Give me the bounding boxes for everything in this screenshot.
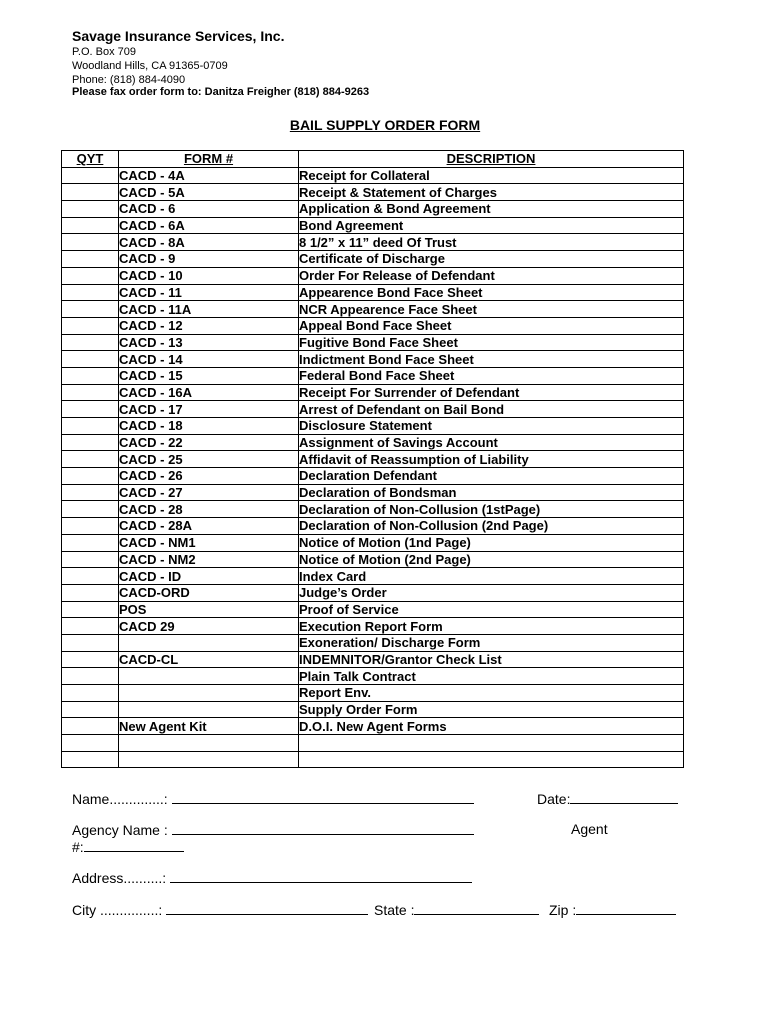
qty-cell[interactable] <box>62 718 119 735</box>
table-row <box>62 668 684 685</box>
qty-cell[interactable] <box>62 534 119 551</box>
form-number-cell <box>119 668 299 685</box>
table-row <box>62 167 684 184</box>
table-row <box>62 418 684 435</box>
name-field[interactable] <box>72 789 474 808</box>
table-row <box>62 234 684 251</box>
description-cell: Federal Bond Face Sheet <box>299 367 684 384</box>
form-number-cell: CACD - 11 <box>119 284 299 301</box>
agency-blank[interactable] <box>172 820 474 835</box>
qty-cell[interactable] <box>62 451 119 468</box>
address-label: Address..........: <box>72 870 167 886</box>
form-number-cell: CACD-CL <box>119 651 299 668</box>
address-city: Woodland Hills, CA 91365-0709 <box>72 60 228 72</box>
name-blank[interactable] <box>172 789 474 804</box>
description-cell: Supply Order Form <box>299 701 684 718</box>
form-number-cell: CACD - 27 <box>119 484 299 501</box>
form-number-cell: CACD - 9 <box>119 251 299 268</box>
table-row <box>62 267 684 284</box>
qty-cell[interactable] <box>62 301 119 318</box>
description-cell: INDEMNITOR/Grantor Check List <box>299 651 684 668</box>
form-number-cell: CACD - 18 <box>119 418 299 435</box>
table-row <box>62 334 684 351</box>
description-cell: Affidavit of Reassumption of Liability <box>299 451 684 468</box>
form-number-cell: CACD - NM1 <box>119 534 299 551</box>
qty-cell[interactable] <box>62 751 119 768</box>
description-cell <box>299 735 684 752</box>
table-row <box>62 217 684 234</box>
description-cell: Declaration of Bondsman <box>299 484 684 501</box>
table-row <box>62 501 684 518</box>
form-number-cell <box>119 701 299 718</box>
table-row <box>62 401 684 418</box>
qty-cell[interactable] <box>62 418 119 435</box>
form-number-cell: CACD - 15 <box>119 367 299 384</box>
description-cell: Receipt For Surrender of Defendant <box>299 384 684 401</box>
column-header-form: FORM # <box>119 151 299 168</box>
qty-cell[interactable] <box>62 618 119 635</box>
qty-cell[interactable] <box>62 284 119 301</box>
description-cell: Application & Bond Agreement <box>299 201 684 218</box>
qty-cell[interactable] <box>62 701 119 718</box>
agent-number-label: #: <box>72 839 84 855</box>
qty-cell[interactable] <box>62 551 119 568</box>
table-row <box>62 468 684 485</box>
form-number-cell: CACD - 14 <box>119 351 299 368</box>
table-row <box>62 634 684 651</box>
table-row <box>62 735 684 752</box>
agent-number-blank[interactable] <box>84 837 184 852</box>
qty-cell[interactable] <box>62 251 119 268</box>
date-field[interactable] <box>537 789 678 808</box>
description-cell: Notice of Motion (2nd Page) <box>299 551 684 568</box>
form-number-cell: CACD - 8A <box>119 234 299 251</box>
description-cell: Execution Report Form <box>299 618 684 635</box>
qty-cell[interactable] <box>62 484 119 501</box>
qty-cell[interactable] <box>62 351 119 368</box>
form-number-cell: CACD - NM2 <box>119 551 299 568</box>
description-cell: Order For Release of Defendant <box>299 267 684 284</box>
table-row <box>62 301 684 318</box>
table-row <box>62 534 684 551</box>
form-number-cell <box>119 751 299 768</box>
table-row <box>62 451 684 468</box>
table-row <box>62 751 684 768</box>
form-number-cell <box>119 685 299 702</box>
state-label: State : <box>374 902 415 918</box>
agent-number-field[interactable] <box>72 837 184 856</box>
form-number-cell: CACD - ID <box>119 568 299 585</box>
form-number-cell: CACD - 10 <box>119 267 299 284</box>
qty-cell[interactable] <box>62 668 119 685</box>
table-row <box>62 434 684 451</box>
form-number-cell: CACD - 12 <box>119 317 299 334</box>
qty-cell[interactable] <box>62 735 119 752</box>
table-row <box>62 251 684 268</box>
description-cell: Declaration Defendant <box>299 468 684 485</box>
qty-cell[interactable] <box>62 317 119 334</box>
column-header-description: DESCRIPTION <box>299 151 684 168</box>
table-row <box>62 184 684 201</box>
qty-cell[interactable] <box>62 384 119 401</box>
description-cell: Plain Talk Contract <box>299 668 684 685</box>
city-field[interactable] <box>72 900 368 919</box>
qty-cell[interactable] <box>62 334 119 351</box>
qty-cell[interactable] <box>62 601 119 618</box>
form-number-cell: CACD - 22 <box>119 434 299 451</box>
date-blank[interactable] <box>570 789 678 804</box>
qty-cell[interactable] <box>62 367 119 384</box>
form-number-cell: CACD - 6 <box>119 201 299 218</box>
form-number-cell <box>119 634 299 651</box>
agency-label: Agency Name : <box>72 822 168 838</box>
table-row <box>62 568 684 585</box>
form-number-cell: CACD - 17 <box>119 401 299 418</box>
city-blank[interactable] <box>166 900 368 915</box>
table-row <box>62 484 684 501</box>
description-cell: 8 1/2” x 11” deed Of Trust <box>299 234 684 251</box>
form-number-cell: CACD - 16A <box>119 384 299 401</box>
zip-label: Zip : <box>549 902 577 918</box>
zip-blank[interactable] <box>576 900 676 915</box>
form-number-cell: CACD-ORD <box>119 584 299 601</box>
qty-cell[interactable] <box>62 184 119 201</box>
qty-cell[interactable] <box>62 685 119 702</box>
qty-cell[interactable] <box>62 501 119 518</box>
table-row <box>62 201 684 218</box>
address-phone: Phone: (818) 884-4090 <box>72 74 186 86</box>
description-cell: Exoneration/ Discharge Form <box>299 634 684 651</box>
table-row <box>62 384 684 401</box>
description-cell: Fugitive Bond Face Sheet <box>299 334 684 351</box>
form-number-cell: CACD - 4A <box>119 167 299 184</box>
description-cell <box>299 751 684 768</box>
form-number-cell: CACD - 28 <box>119 501 299 518</box>
description-cell: Report Env. <box>299 685 684 702</box>
form-number-cell: CACD - 6A <box>119 217 299 234</box>
address-blank[interactable] <box>170 868 472 883</box>
address-field[interactable] <box>72 868 472 887</box>
table-header-row <box>62 151 684 168</box>
description-cell: Assignment of Savings Account <box>299 434 684 451</box>
zip-field[interactable] <box>549 900 676 919</box>
table-row <box>62 701 684 718</box>
date-label: Date: <box>537 791 571 807</box>
order-table-body <box>62 167 684 768</box>
qty-cell[interactable] <box>62 468 119 485</box>
city-label: City ...............: <box>72 902 163 918</box>
form-number-cell: CACD - 26 <box>119 468 299 485</box>
description-cell: Appearence Bond Face Sheet <box>299 284 684 301</box>
table-row <box>62 284 684 301</box>
form-number-cell <box>119 735 299 752</box>
description-cell: Appeal Bond Face Sheet <box>299 317 684 334</box>
table-row <box>62 618 684 635</box>
address-po-box: P.O. Box 709 <box>72 46 137 58</box>
description-cell: Declaration of Non-Collusion (1stPage) <box>299 501 684 518</box>
state-blank[interactable] <box>414 900 539 915</box>
qty-cell[interactable] <box>62 518 119 535</box>
qty-cell[interactable] <box>62 568 119 585</box>
description-cell: Arrest of Defendant on Bail Bond <box>299 401 684 418</box>
form-number-cell: POS <box>119 601 299 618</box>
table-row <box>62 351 684 368</box>
description-cell: Index Card <box>299 568 684 585</box>
table-row <box>62 551 684 568</box>
form-number-cell: CACD - 25 <box>119 451 299 468</box>
description-cell: D.O.I. New Agent Forms <box>299 718 684 735</box>
table-row <box>62 685 684 702</box>
table-row <box>62 518 684 535</box>
qty-cell[interactable] <box>62 267 119 284</box>
form-number-cell: CACD - 5A <box>119 184 299 201</box>
description-cell: Notice of Motion (1nd Page) <box>299 534 684 551</box>
table-row <box>62 718 684 735</box>
form-number-cell: New Agent Kit <box>119 718 299 735</box>
table-row <box>62 651 684 668</box>
form-number-cell: CACD - 13 <box>119 334 299 351</box>
agent-label: Agent <box>571 821 608 837</box>
qty-cell[interactable] <box>62 217 119 234</box>
column-header-qty: QYT <box>62 151 119 168</box>
form-number-cell: CACD 29 <box>119 618 299 635</box>
description-cell: Certificate of Discharge <box>299 251 684 268</box>
description-cell: Receipt & Statement of Charges <box>299 184 684 201</box>
table-row <box>62 317 684 334</box>
table-row <box>62 584 684 601</box>
qty-cell[interactable] <box>62 584 119 601</box>
qty-cell[interactable] <box>62 651 119 668</box>
qty-cell[interactable] <box>62 434 119 451</box>
order-table <box>61 150 684 768</box>
description-cell: Receipt for Collateral <box>299 167 684 184</box>
fax-instruction: Please fax order form to: Danitza Freigher (818) 884-9263 <box>72 86 370 98</box>
qty-cell[interactable] <box>62 201 119 218</box>
description-cell: Declaration of Non-Collusion (2nd Page) <box>299 518 684 535</box>
table-row <box>62 367 684 384</box>
description-cell: NCR Appearence Face Sheet <box>299 301 684 318</box>
description-cell: Bond Agreement <box>299 217 684 234</box>
description-cell: Proof of Service <box>299 601 684 618</box>
qty-cell[interactable] <box>62 234 119 251</box>
form-number-cell: CACD - 11A <box>119 301 299 318</box>
state-field[interactable] <box>374 900 539 919</box>
description-cell: Disclosure Statement <box>299 418 684 435</box>
qty-cell[interactable] <box>62 167 119 184</box>
company-name: Savage Insurance Services, Inc. <box>72 28 285 44</box>
qty-cell[interactable] <box>62 401 119 418</box>
form-title: BAIL SUPPLY ORDER FORM <box>289 117 481 133</box>
qty-cell[interactable] <box>62 634 119 651</box>
description-cell: Indictment Bond Face Sheet <box>299 351 684 368</box>
form-number-cell: CACD - 28A <box>119 518 299 535</box>
name-label: Name..............: <box>72 791 168 807</box>
description-cell: Judge’s Order <box>299 584 684 601</box>
table-row <box>62 601 684 618</box>
